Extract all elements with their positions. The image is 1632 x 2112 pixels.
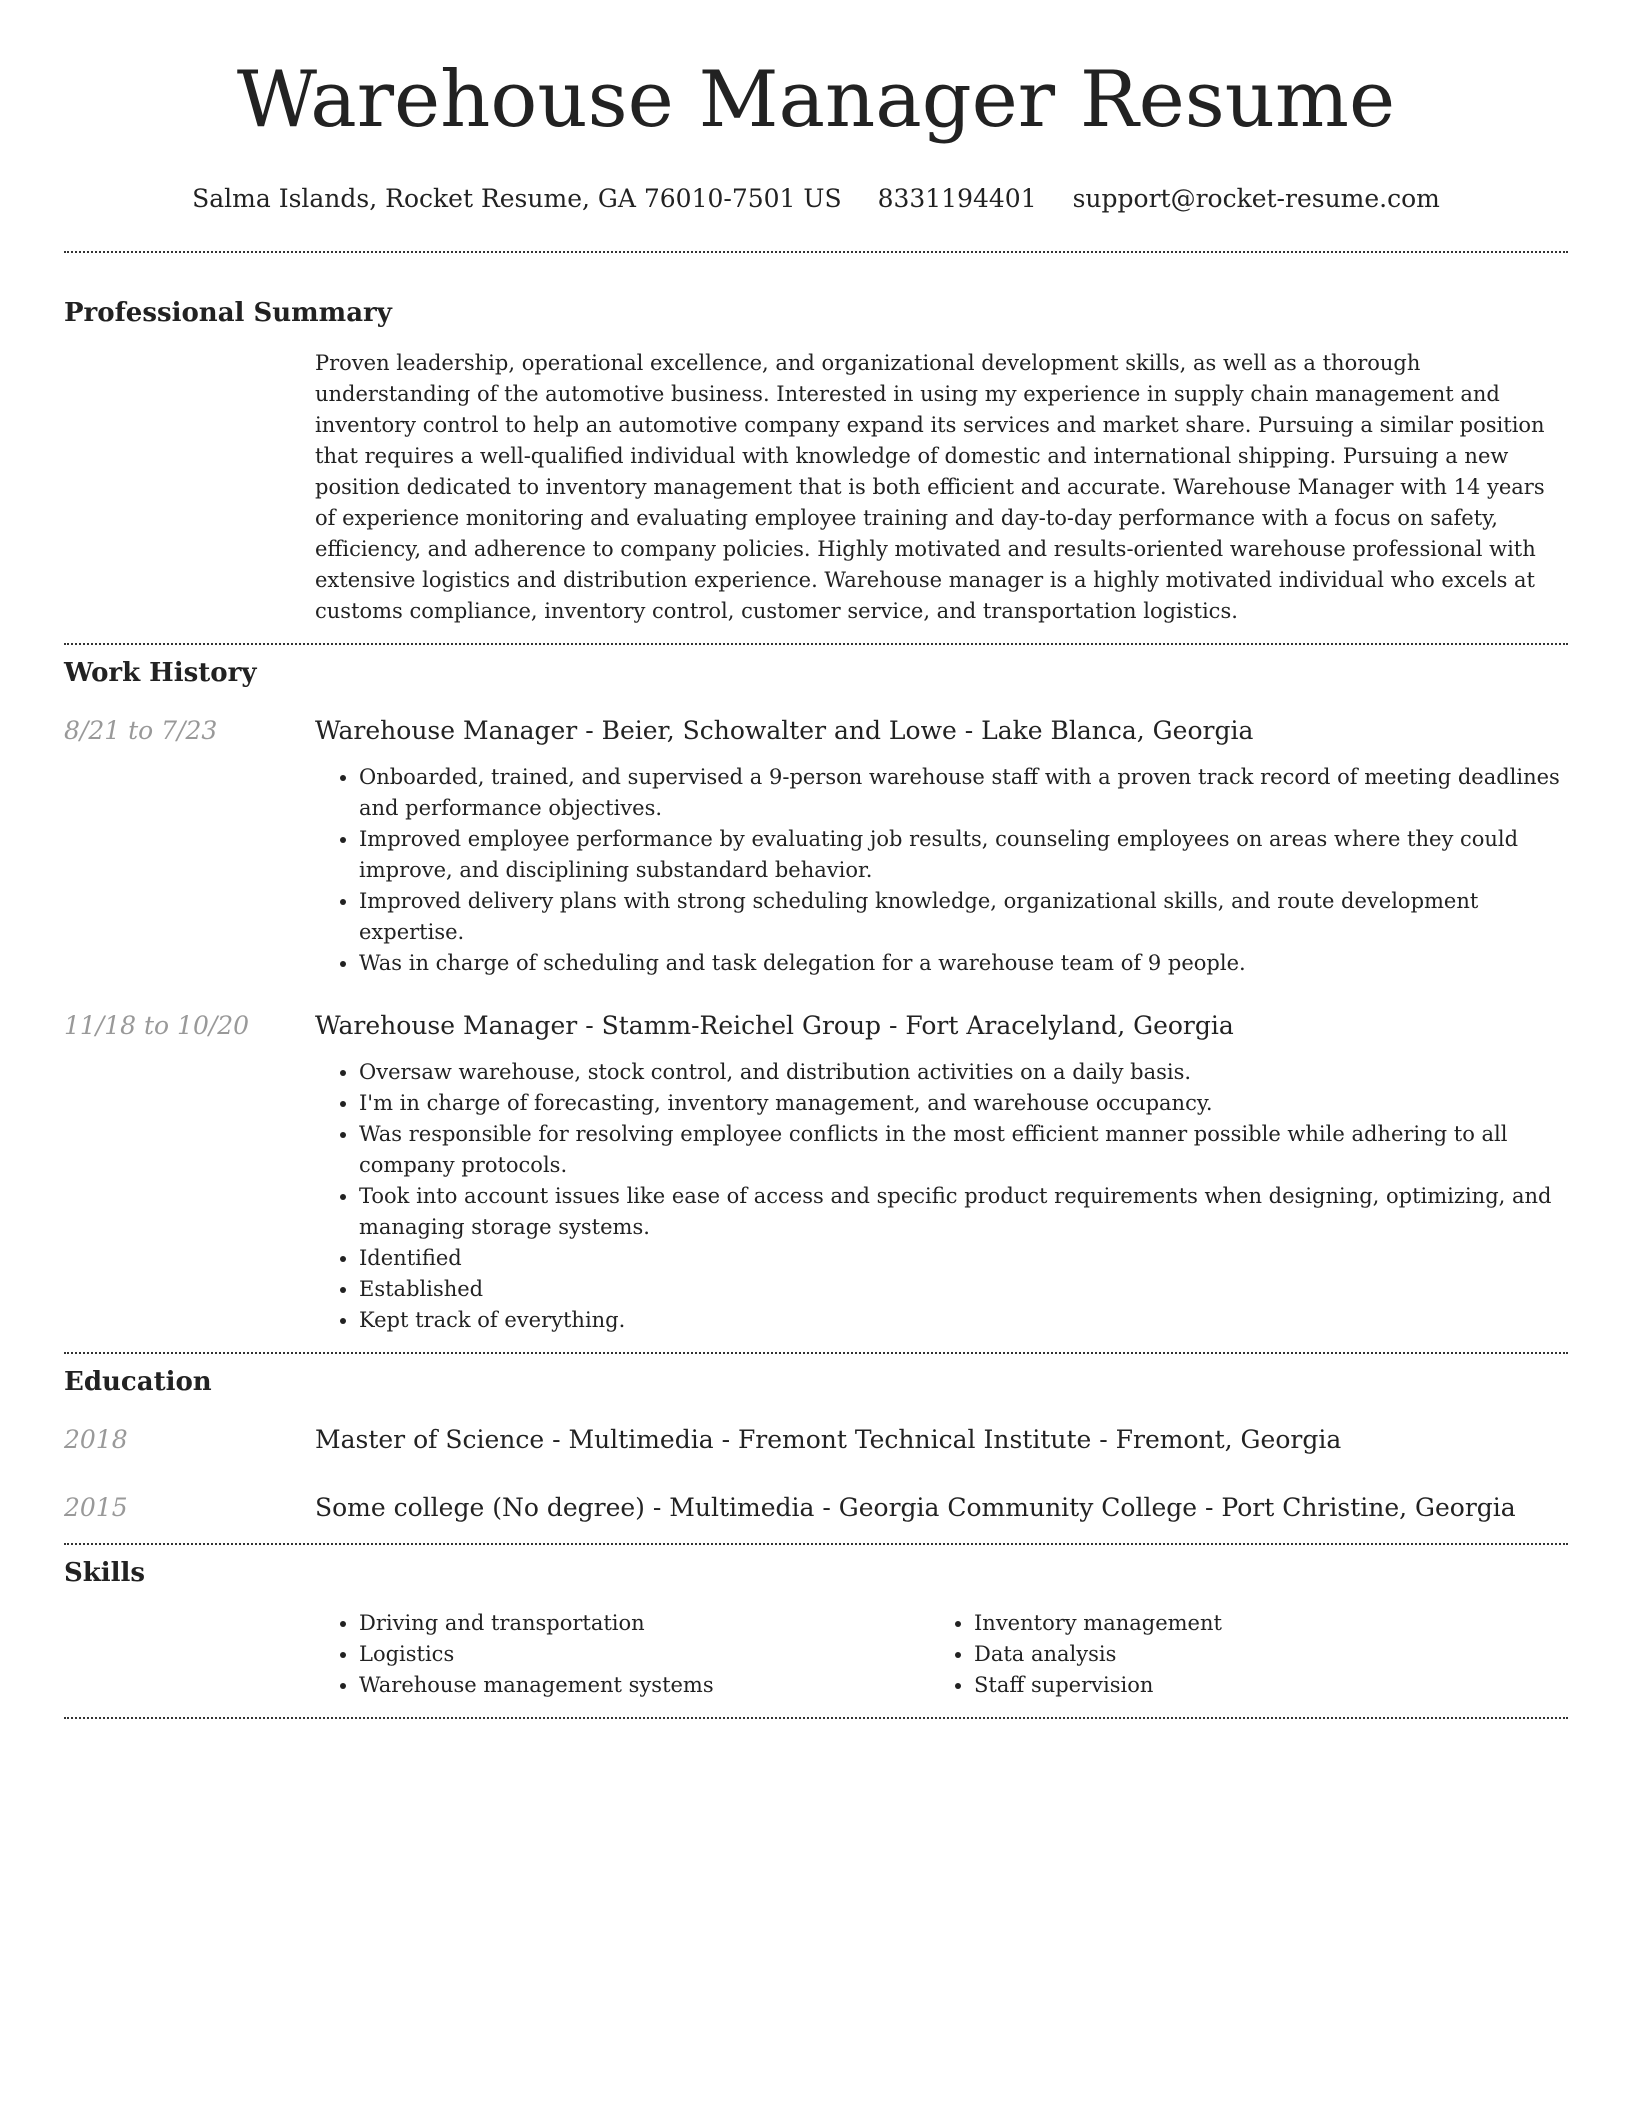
list-item: • Identified <box>359 1243 1568 1274</box>
divider <box>64 643 1568 645</box>
work-section <box>64 656 1568 1336</box>
contact-phone: 8331194401 <box>877 184 1037 213</box>
list-item: • Was responsible for resolving employee conflicts in the most efficient manner possible while adhering to all company protocols. <box>359 1119 1568 1181</box>
contact-email: support@rocket-resume.com <box>1072 184 1440 213</box>
skills-column-1 <box>315 1608 930 1701</box>
skills-list <box>930 1608 1545 1701</box>
job-dates: 11/18 to 10/20 <box>64 1011 250 1040</box>
education-entry <box>64 1423 1568 1457</box>
list-item: • Warehouse management systems <box>359 1670 930 1701</box>
section-title-work: Work History <box>64 658 257 688</box>
list-item: • Driving and transportation <box>359 1608 930 1639</box>
job-title: Warehouse Manager - Stamm-Reichel Group - Fort Aracelyland, Georgia <box>315 1011 1234 1040</box>
education-text: Some college (No degree) - Multimedia - Georgia Community College - Port Christine, Georgia <box>315 1493 1516 1522</box>
skills-column-2 <box>930 1608 1545 1701</box>
list-item: • Established <box>359 1274 1568 1305</box>
list-item: • Staff supervision <box>974 1670 1545 1701</box>
divider <box>64 1543 1568 1545</box>
list-item: • Kept track of everything. <box>359 1305 1568 1336</box>
education-year: 2018 <box>64 1425 128 1454</box>
skills-section <box>64 1556 1568 1701</box>
divider <box>64 251 1568 253</box>
list-item: • Improved employee performance by evaluating job results, counseling employees on areas where they could improve, and disciplining substandard behavior. <box>359 824 1568 886</box>
list-item: • Oversaw warehouse, stock control, and distribution activities on a daily basis. <box>359 1057 1568 1088</box>
summary-text: Proven leadership, operational excellence, and organizational development skills, as well as a thorough understanding of the automotive business. Interested in using my experience in supply chain management and inventory control to help an automotive company expand its services and market share. Pursuing a similar position that requires a well-qualified individual with knowledge of domestic and international shipping. Pursuing a new position dedicated to inventory management that is both efficient and accurate. Warehouse Manager with 14 years of experience monitoring and evaluating employee training and day-to-day performance with a focus on safety, efficiency, and adherence to company policies. Highly motivated and results-oriented warehouse professional with extensive logistics and distribution experience. Warehouse manager is a highly motivated individual who excels at customs compliance, inventory control, customer service, and transportation logistics. <box>315 351 1545 623</box>
list-item: • Onboarded, trained, and supervised a 9-person warehouse staff with a proven track record of meeting deadlines and performance objectives. <box>359 762 1568 824</box>
section-title-summary: Professional Summary <box>64 298 392 328</box>
list-item: • Took into account issues like ease of access and specific product requirements when designing, optimizing, and managing storage systems. <box>359 1181 1568 1243</box>
contact-line <box>64 182 1568 216</box>
contact-address: Salma Islands, Rocket Resume, GA 76010-7501 US <box>192 184 842 213</box>
section-title-education: Education <box>64 1367 212 1397</box>
education-year: 2015 <box>64 1493 128 1522</box>
summary-section <box>64 296 1568 627</box>
section-title-skills: Skills <box>64 1558 146 1588</box>
resume-title: Warehouse Manager Resume <box>236 55 1396 145</box>
list-item: • Logistics <box>359 1639 930 1670</box>
skills-list <box>315 1608 930 1701</box>
job-dates: 8/21 to 7/23 <box>64 716 218 745</box>
job-title: Warehouse Manager - Beier, Schowalter and Lowe - Lake Blanca, Georgia <box>315 716 1254 745</box>
job-entry <box>64 714 1568 979</box>
divider <box>64 1717 1568 1719</box>
list-item: • Data analysis <box>974 1639 1545 1670</box>
education-entry <box>64 1491 1568 1525</box>
list-item: • Improved delivery plans with strong scheduling knowledge, organizational skills, and route development expertise. <box>359 886 1568 948</box>
education-text: Master of Science - Multimedia - Fremont Technical Institute - Fremont, Georgia <box>315 1425 1342 1454</box>
education-section <box>64 1365 1568 1525</box>
list-item: • I'm in charge of forecasting, inventory management, and warehouse occupancy. <box>359 1088 1568 1119</box>
job-bullets <box>315 762 1568 979</box>
job-entry <box>64 1009 1568 1336</box>
list-item: • Was in charge of scheduling and task delegation for a warehouse team of 9 people. <box>359 948 1568 979</box>
divider <box>64 1352 1568 1354</box>
list-item: • Inventory management <box>974 1608 1545 1639</box>
job-bullets <box>315 1057 1568 1336</box>
